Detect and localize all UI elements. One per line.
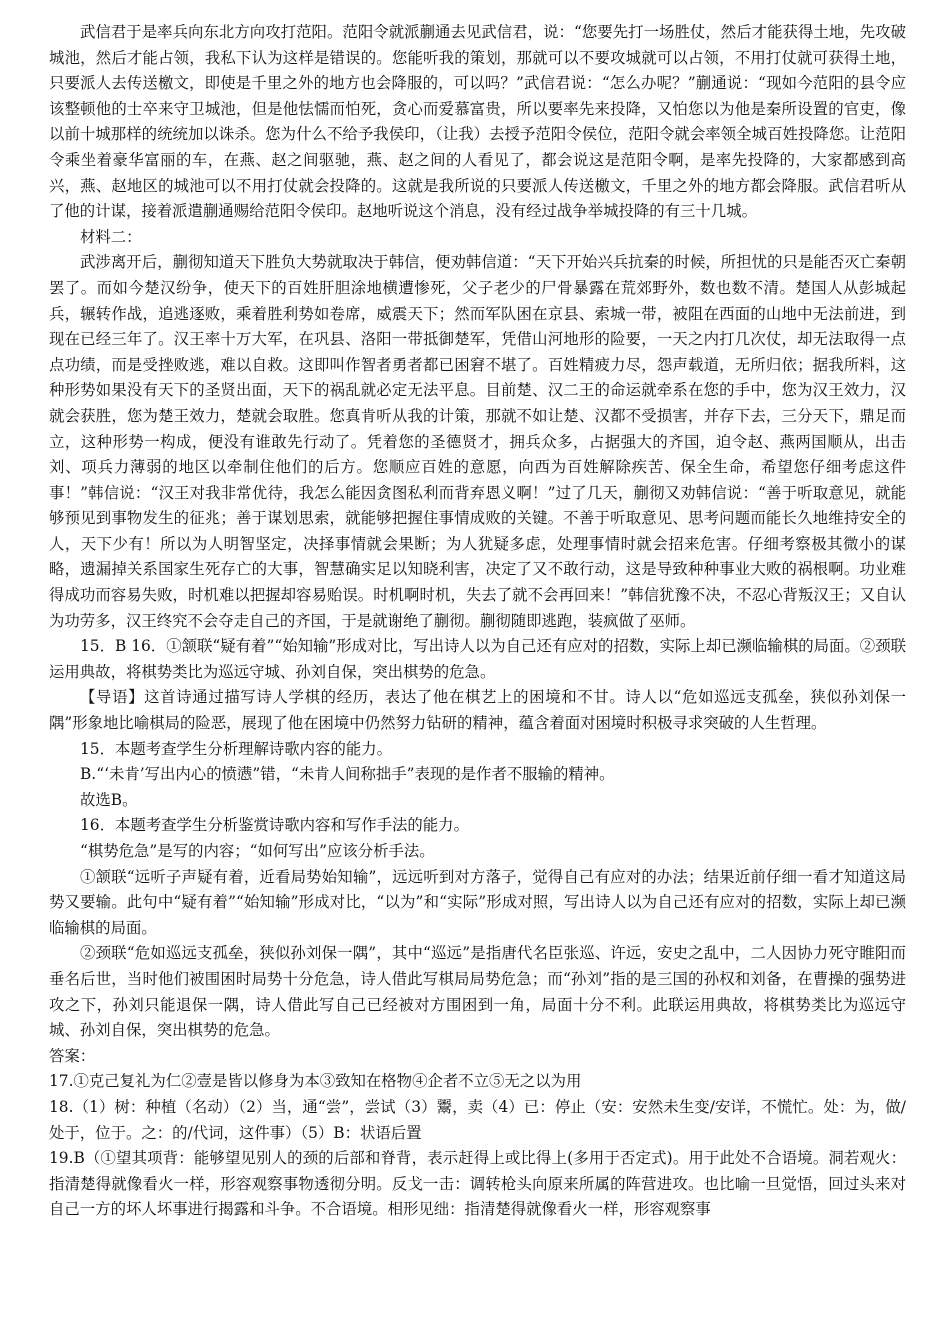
heading-material-two: 材料二： <box>80 227 142 246</box>
answer-15-16: 15．B 16．①颔联“疑有着”“始知输”形成对比，写出诗人以为自己还有应对的招数，实际上却已濒临输棋的局面。②颈联运用典故，将棋势类比为巡远守城、孙刘自保，突出棋势的危急。 <box>49 637 906 681</box>
analysis-16-point-2: ②颈联“危如巡远支孤垒，狭似孙刘保一隅”，其中“巡远”是指唐代名臣张巡、许远，安史之乱中，二人因协力死守睢阳而垂名后世，当时他们被围困时局势十分危急，诗人借此写棋局局势危急；而“孙刘”指的是三国的孙权和刘备，在曹操的强势进攻之下，孙刘只能退保一隅，诗人借此写自己已经被对方围困到一角，局面十分不利。此联运用典故，将棋势类比为巡远守城、孙刘自保，突出棋势的危急。 <box>49 944 906 1040</box>
analysis-15-intro: 15．本题考查学生分析理解诗歌内容的能力。 <box>80 739 393 758</box>
paragraph-wuxinjun-fanyang: 武信君于是率兵向东北方向攻打范阳。范阳令就派蒯通去见武信君，说：“您要先打一场胜仗，然后才能获得土地，先攻破城池，然后才能占领，我私下认为这样是错误的。您能听我的策划，那就可以不要攻城就可以占领，不用打仗就可获得土地，只要派人去传送檄文，即使是千里之外的地方也会降服的，可以吗？”武信君说：“怎么办呢？”蒯通说：“现如今范阳的县令应该整顿他的士卒来守卫城池，但是他怯懦而怕死，贪心而爱慕富贵，所以要率先来投降，又怕您以为他是秦所设置的官吏，像以前十城那样的统统加以诛杀。您为什么不给予我侯印，（让我）去授予范阳令侯位，范阳令就会率领全城百姓投降您。让范阳令乘坐着豪华富丽的车，在燕、赵之间驱驰，燕、赵之间的人看见了，都会说这是范阳令啊，是率先投降的，大家都感到高兴，燕、赵地区的城池可以不用打仗就会投降的。这就是我所说的只要派人传送檄文，千里之外的地方都会降服。武信君听从了他的计谋，接着派遣蒯通赐给范阳令侯印。赵地听说这个消息，没有经过战争举城投降的有三十几城。 <box>49 23 906 221</box>
answer-19: 19.B（①望其项背：能够望见别人的颈的后部和脊背，表示赶得上或比得上(多用于否定式)。用于此处不合语境。洞若观火：指清楚得就像看火一样，形容观察事物透彻分明。反戈一击：调转枪头向原来所属的阵营进攻。也比喻一旦觉悟，回过头来对自己一方的坏人坏事进行揭露和斗争。不合语境。相形见绌：指清楚得就像看火一样，形容观察事 <box>49 1149 906 1219</box>
analysis-15-option-b: B.“‘未肯’写出内心的愤懑”错，“未肯人间称拙手”表现的是作者不服输的精神。 <box>80 765 615 784</box>
guide-paragraph: 【导语】这首诗通过描写诗人学棋的经历，表达了他在棋艺上的困境和不甘。诗人以“危如巡远支孤垒，狭似孙刘保一隅”形象地比喻棋局的险恶，展现了他在困境中仍然努力钻研的精神，蕴含着面对困境时积极寻求突破的人生哲理。 <box>49 688 906 733</box>
analysis-16-method: “棋势危急”是写的内容；“如何写出”应该分析手法。 <box>80 842 435 860</box>
answer-17: 17.①克己复礼为仁②壹是皆以修身为本③致知在格物④企者不立⑤无之以为用 <box>49 1072 582 1091</box>
analysis-15-conclusion: 故选B。 <box>80 790 138 809</box>
paragraph-kuaiche-hanxin: 武涉离开后，蒯彻知道天下胜负大势就取决于韩信，便劝韩信道：“天下开始兴兵抗秦的时候，所担忧的只是能否灭亡秦朝罢了。而如今楚汉纷争，使天下的百姓肝胆涂地横遭惨死，父子老少的尸骨暴露在荒郊野外，数也数不清。楚国人从彭城起兵，辗转作战，追逃逐败，乘着胜利势如卷席，威震天下；然而军队困在京县、索城一带，被阻在西面的山地中无法前进，到现在已经三年了。汉王率十万大军，在巩县、洛阳一带抵御楚军，凭借山河地形的险要，一天之内打几次仗，却无法取得一点点功绩，而是受挫败逃，难以自救。这即叫作智者勇者都已困窘不堪了。百姓精疲力尽，怨声载道，无所归依；据我所料，这种形势如果没有天下的圣贤出面，天下的祸乱就必定无法平息。目前楚、汉二王的命运就牵系在您的手中，您为汉王效力，汉就会获胜，您为楚王效力，楚就会取胜。您真肯听从我的计策，那就不如让楚、汉都不受损害，并存下去，三分天下，鼎足而立，这种形势一构成，便没有谁敢先行动了。凭着您的圣德贤才，拥兵众多，占据强大的齐国，迫令赵、燕两国顺从，出击刘、项兵力薄弱的地区以牵制住他们的后方。您顺应百姓的意愿，向西为百姓解除疾苦、保全生命，希望您仔细考虑这件事！”韩信说：“汉王对我非常优待，我怎么能因贪图私利而背弃恩义啊！”过了几天，蒯彻又劝韩信说：“善于听取意见，就能够预见到事物发生的征兆；善于谋划思索，就能够把握住事情成败的关键。不善于听取意见、思考问题而能长久地维持安全的人，天下少有！所以为人明智坚定，决择事情就会果断；为人犹疑多虑，处理事情时就会招来危害。仔细考察极其微小的谋略，遗漏掉关系国家生死存亡的大事，智慧确实足以知晓利害，决定了又不敢行动，这是导致种种事业大败的祸根啊。功业难得成功而容易失败，时机难以把握却容易贻误。时机啊时机，失去了就不会再回来！”韩信犹豫不决，不忍心背叛汉王；又自认为功劳多，汉王终究不会夺走自己的齐国，于是就谢绝了蒯彻。蒯彻随即逃跑，装疯做了巫师。 <box>49 253 906 630</box>
analysis-16-point-1: ①颔联“远听子声疑有着，近看局势始知输”，远远听到对方落子，觉得自己有应对的办法；结果近前仔细一看才知道这局势又要输。此句中“疑有着”“始知输”形成对比，“以为”和“实际”形成对照，写出诗人以为自己还有应对的招数，实际上却已濒临输棋的局面。 <box>49 867 906 937</box>
analysis-16-intro: 16．本题考查学生分析鉴赏诗歌内容和写作手法的能力。 <box>80 816 469 835</box>
answer-18: 18.（1）树：种植（名动）（2）当，通“尝”，尝试（3）鬻，卖（4）已：停止（安：安然未生变/安详，不慌忙。处：为，做/处于，位于。之：的/代词，这件事）（5）B：状语后置 <box>49 1097 906 1142</box>
answers-heading: 答案： <box>49 1046 96 1065</box>
